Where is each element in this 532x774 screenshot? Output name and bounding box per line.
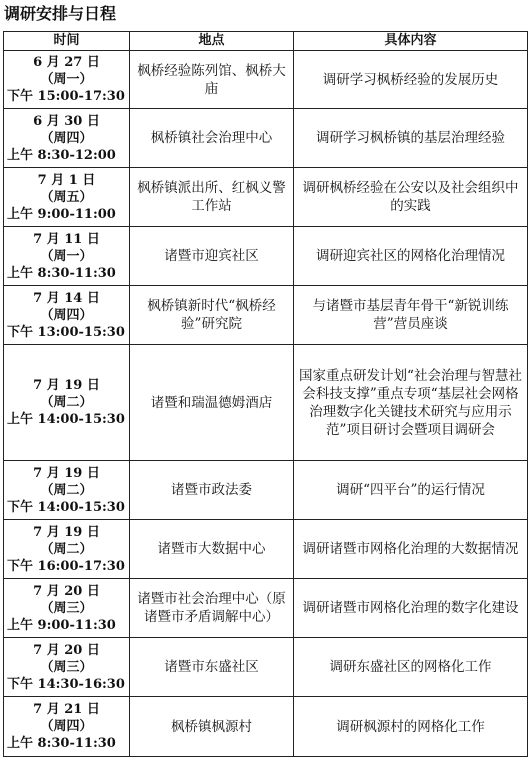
time-cell	[4, 168, 130, 227]
table-row	[4, 51, 528, 109]
date-text: 7 月 19 日	[33, 524, 100, 540]
date-text: 7 月 19 日	[33, 378, 100, 393]
table-row	[4, 520, 528, 579]
content-cell: 与诸暨市基层青年骨干“新锐训练营”营员座谈	[294, 286, 528, 345]
location-cell: 枫桥经验陈列馆、枫桥大庙	[130, 51, 294, 109]
time-cell	[4, 461, 130, 520]
time-cell	[4, 345, 130, 461]
location-cell: 诸暨市政法委	[130, 461, 294, 520]
time-cell	[4, 109, 130, 168]
header-content: 具体内容	[294, 32, 528, 51]
content-cell: 调研枫源村的网格化工作	[294, 697, 528, 757]
table-row	[4, 286, 528, 345]
table-row	[4, 579, 528, 638]
content-cell: 调研东盛社区的网格化工作	[294, 638, 528, 697]
table-row	[4, 461, 528, 520]
time-cell	[4, 286, 130, 345]
table-row	[4, 227, 528, 286]
table-header-row	[4, 32, 528, 51]
weekday-text: （周三）	[40, 600, 93, 616]
table-row	[4, 345, 528, 461]
time-range-text: 上午 8:30-11:30	[7, 265, 116, 281]
weekday-text: （周五）	[40, 189, 93, 205]
date-text: 7 月 20 日	[33, 642, 100, 658]
page-title: 调研安排与日程	[4, 4, 117, 23]
weekday-text: （周四）	[40, 719, 93, 734]
table-row	[4, 697, 528, 757]
location-cell: 枫桥镇新时代“枫桥经验”研究院	[130, 286, 294, 345]
schedule-table	[3, 31, 528, 757]
header-location: 地点	[130, 32, 294, 51]
location-cell: 诸暨市社会治理中心（原诸暨市矛盾调解中心）	[130, 579, 294, 638]
content-cell: 调研枫桥经验在公安以及社会组织中的实践	[294, 168, 528, 227]
location-cell: 诸暨和瑞温德姆酒店	[130, 345, 294, 461]
time-range-text: 上午 9:00-11:00	[7, 206, 116, 222]
time-range-text: 上午 14:00-15:30	[7, 412, 125, 427]
location-cell: 诸暨市东盛社区	[130, 638, 294, 697]
weekday-text: （周二）	[40, 541, 93, 557]
time-range-text: 下午 13:00-15:30	[7, 324, 125, 340]
date-text: 6 月 27 日	[33, 55, 100, 70]
weekday-text: （周一）	[40, 72, 93, 87]
content-cell: 调研诸暨市网格化治理的数字化建设	[294, 579, 528, 638]
time-cell	[4, 697, 130, 757]
time-range-text: 上午 8:30-12:00	[7, 147, 116, 163]
table-row	[4, 109, 528, 168]
time-range-text: 下午 14:30-16:30	[7, 676, 125, 692]
table-row	[4, 168, 528, 227]
time-range-text: 下午 16:00-17:30	[7, 558, 125, 574]
location-cell: 枫桥镇枫源村	[130, 697, 294, 757]
weekday-text: （周三）	[40, 659, 93, 675]
time-range-text: 上午 8:30-11:30	[7, 736, 116, 751]
content-cell: 调研学习枫桥经验的发展历史	[294, 51, 528, 109]
time-cell	[4, 579, 130, 638]
content-cell: 调研迎宾社区的网格化治理情况	[294, 227, 528, 286]
date-text: 6 月 30 日	[33, 113, 100, 129]
content-cell: 调研学习枫桥镇的基层治理经验	[294, 109, 528, 168]
time-cell	[4, 638, 130, 697]
time-range-text: 下午 15:00-17:30	[7, 89, 125, 104]
header-time: 时间	[4, 32, 130, 51]
weekday-text: （周四）	[40, 130, 93, 146]
date-text: 7 月 14 日	[33, 290, 100, 306]
time-cell	[4, 227, 130, 286]
date-text: 7 月 1 日	[37, 172, 96, 188]
weekday-text: （周二）	[40, 395, 93, 410]
content-cell: 调研“四平台”的运行情况	[294, 461, 528, 520]
weekday-text: （周二）	[40, 482, 93, 498]
content-cell: 国家重点研发计划“社会治理与智慧社会科技支撑”重点专项“基层社会网格治理数字化关键技术研究与应用示范”项目研讨会暨项目调研会	[294, 345, 528, 461]
time-cell	[4, 520, 130, 579]
time-range-text: 上午 9:00-11:30	[7, 617, 116, 633]
time-range-text: 下午 14:00-15:30	[7, 499, 125, 515]
location-cell: 枫桥镇社会治理中心	[130, 109, 294, 168]
location-cell: 诸暨市迎宾社区	[130, 227, 294, 286]
date-text: 7 月 19 日	[33, 465, 100, 481]
time-cell	[4, 51, 130, 109]
weekday-text: （周一）	[40, 248, 93, 264]
table-row	[4, 638, 528, 697]
location-cell: 诸暨市大数据中心	[130, 520, 294, 579]
date-text: 7 月 20 日	[33, 583, 100, 599]
date-text: 7 月 21 日	[33, 702, 100, 717]
content-cell: 调研诸暨市网格化治理的大数据情况	[294, 520, 528, 579]
date-text: 7 月 11 日	[33, 231, 100, 247]
weekday-text: （周四）	[40, 307, 93, 323]
location-cell: 枫桥镇派出所、红枫义警工作站	[130, 168, 294, 227]
